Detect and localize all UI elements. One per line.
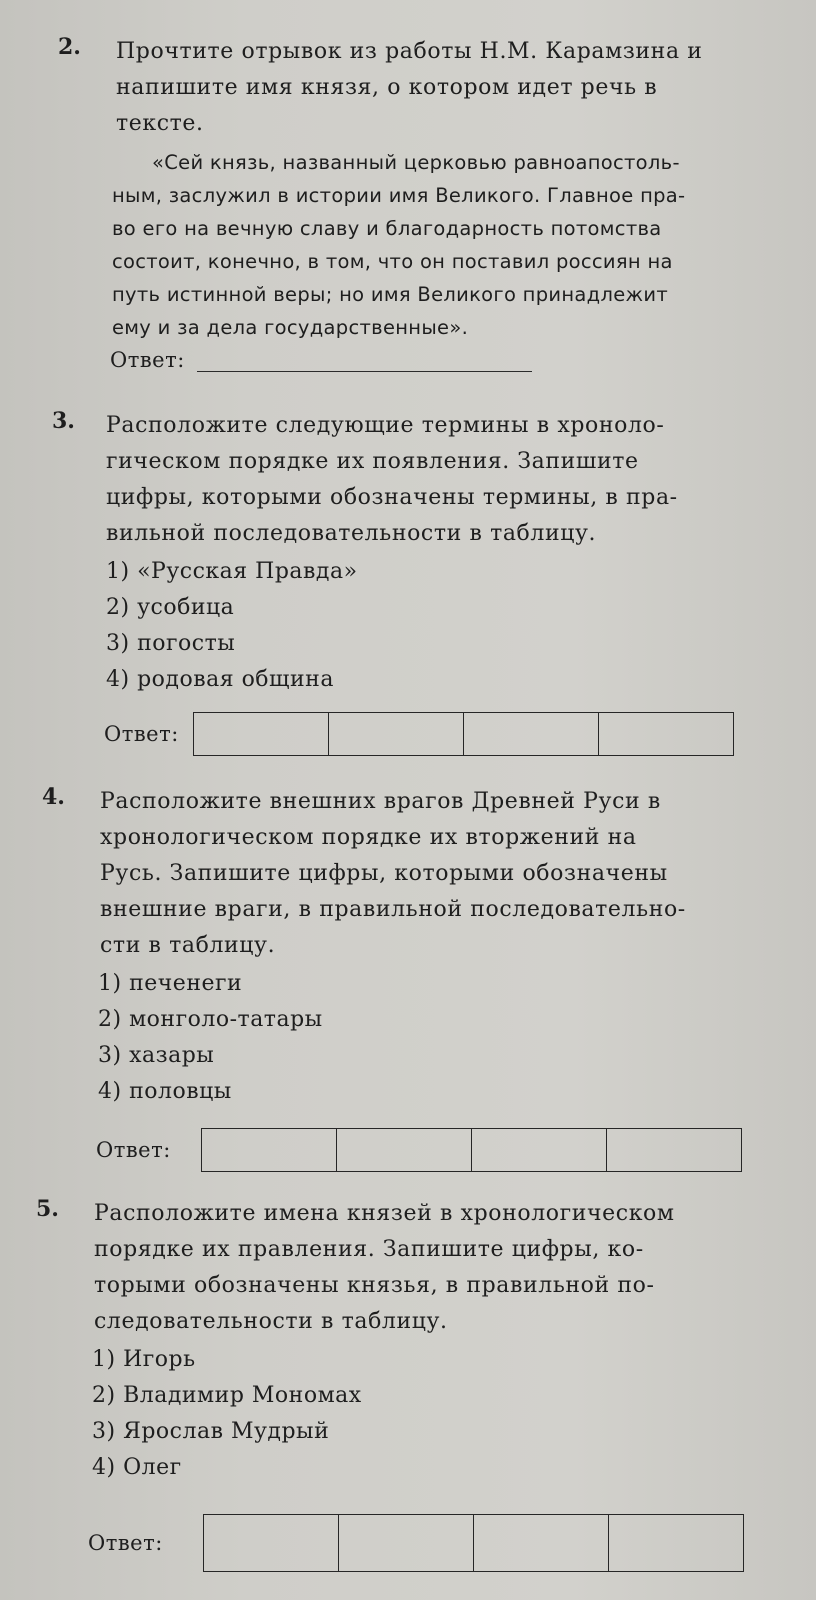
question-line: Расположите внешних врагов Древней Руси в: [100, 789, 661, 814]
task-number: 5.: [36, 1196, 59, 1222]
option-item: 1) печенеги: [98, 971, 243, 996]
task-number: 3.: [52, 408, 75, 434]
answer-table: [203, 1514, 744, 1572]
answer-cell[interactable]: [607, 1129, 741, 1171]
answer-cell[interactable]: [609, 1515, 743, 1571]
option-item: 1) «Русская Правда»: [106, 559, 358, 584]
option-item: 3) погосты: [106, 631, 236, 656]
option-item: 4) родовая община: [106, 667, 334, 692]
task-question: [106, 408, 756, 552]
task-question: [100, 784, 760, 964]
option-item: 1) Игорь: [92, 1347, 196, 1372]
answer-row: [110, 348, 532, 372]
option-item: 3) Ярослав Мудрый: [92, 1419, 330, 1444]
question-line: цифры, которыми обозначены термины, в пра-: [106, 485, 678, 510]
answer-cell[interactable]: [329, 713, 464, 755]
quote-line: состоит, конечно, в том, что он поставил россиян на: [112, 250, 673, 273]
option-item: 2) усобица: [106, 595, 235, 620]
option-item: 2) монголо-татары: [98, 1007, 323, 1032]
answer-label: Ответ:: [110, 348, 185, 372]
answer-table: [201, 1128, 742, 1172]
answer-row: [104, 712, 734, 756]
question-line: хронологическом порядке их вторжений на: [100, 825, 637, 850]
answer-row: [88, 1514, 744, 1572]
option-item: 3) хазары: [98, 1043, 215, 1068]
task-number: 2.: [58, 34, 81, 60]
answer-cell[interactable]: [204, 1515, 339, 1571]
answer-cell[interactable]: [472, 1129, 607, 1171]
answer-cell[interactable]: [474, 1515, 609, 1571]
quote-line: ему и за дела государственные».: [112, 316, 469, 339]
question-line: напишите имя князя, о котором идет речь в: [116, 75, 658, 100]
quote-line: путь истинной веры; но имя Великого принадлежит: [112, 283, 669, 306]
answer-row: [96, 1128, 742, 1172]
question-line: гическом порядке их появления. Запишите: [106, 449, 639, 474]
answer-label: Ответ:: [96, 1138, 171, 1162]
answer-cell[interactable]: [194, 713, 329, 755]
answer-table: [193, 712, 734, 756]
task-question: [94, 1196, 754, 1340]
option-item: 4) Олег: [92, 1455, 182, 1480]
answer-label: Ответ:: [104, 722, 179, 746]
question-line: сти в таблицу.: [100, 933, 276, 958]
question-line: Расположите имена князей в хронологическом: [94, 1201, 675, 1226]
question-line: внешние враги, в правильной последовательно-: [100, 897, 686, 922]
quote-line: ным, заслужил в истории имя Великого. Главное пра-: [112, 184, 686, 207]
answer-label: Ответ:: [88, 1531, 163, 1555]
question-line: вильной последовательности в таблицу.: [106, 521, 597, 546]
karamzin-quote: [112, 146, 762, 344]
question-line: следовательности в таблицу.: [94, 1309, 448, 1334]
question-line: торыми обозначены князья, в правильной по-: [94, 1273, 655, 1298]
question-line: Прочтите отрывок из работы Н.М. Карамзина и: [116, 39, 703, 64]
option-item: 4) половцы: [98, 1079, 232, 1104]
question-line: Русь. Запишите цифры, которыми обозначены: [100, 861, 668, 886]
answer-cell[interactable]: [202, 1129, 337, 1171]
question-line: тексте.: [116, 111, 204, 136]
answer-cell[interactable]: [339, 1515, 474, 1571]
quote-line: «Сей князь, названный церковью равноапостоль-: [152, 151, 680, 174]
option-item: 2) Владимир Мономах: [92, 1383, 362, 1408]
answer-cell[interactable]: [599, 713, 733, 755]
question-line: порядке их правления. Запишите цифры, ко-: [94, 1237, 644, 1262]
answer-line[interactable]: [197, 349, 532, 372]
quote-line: во его на вечную славу и благодарность потомства: [112, 217, 662, 240]
question-line: Расположите следующие термины в хроноло-: [106, 413, 665, 438]
options-list: [98, 966, 323, 1110]
answer-cell[interactable]: [464, 713, 599, 755]
answer-cell[interactable]: [337, 1129, 472, 1171]
task-number: 4.: [42, 784, 65, 810]
options-list: [92, 1342, 362, 1486]
options-list: [106, 554, 358, 698]
task-question: [116, 34, 756, 142]
